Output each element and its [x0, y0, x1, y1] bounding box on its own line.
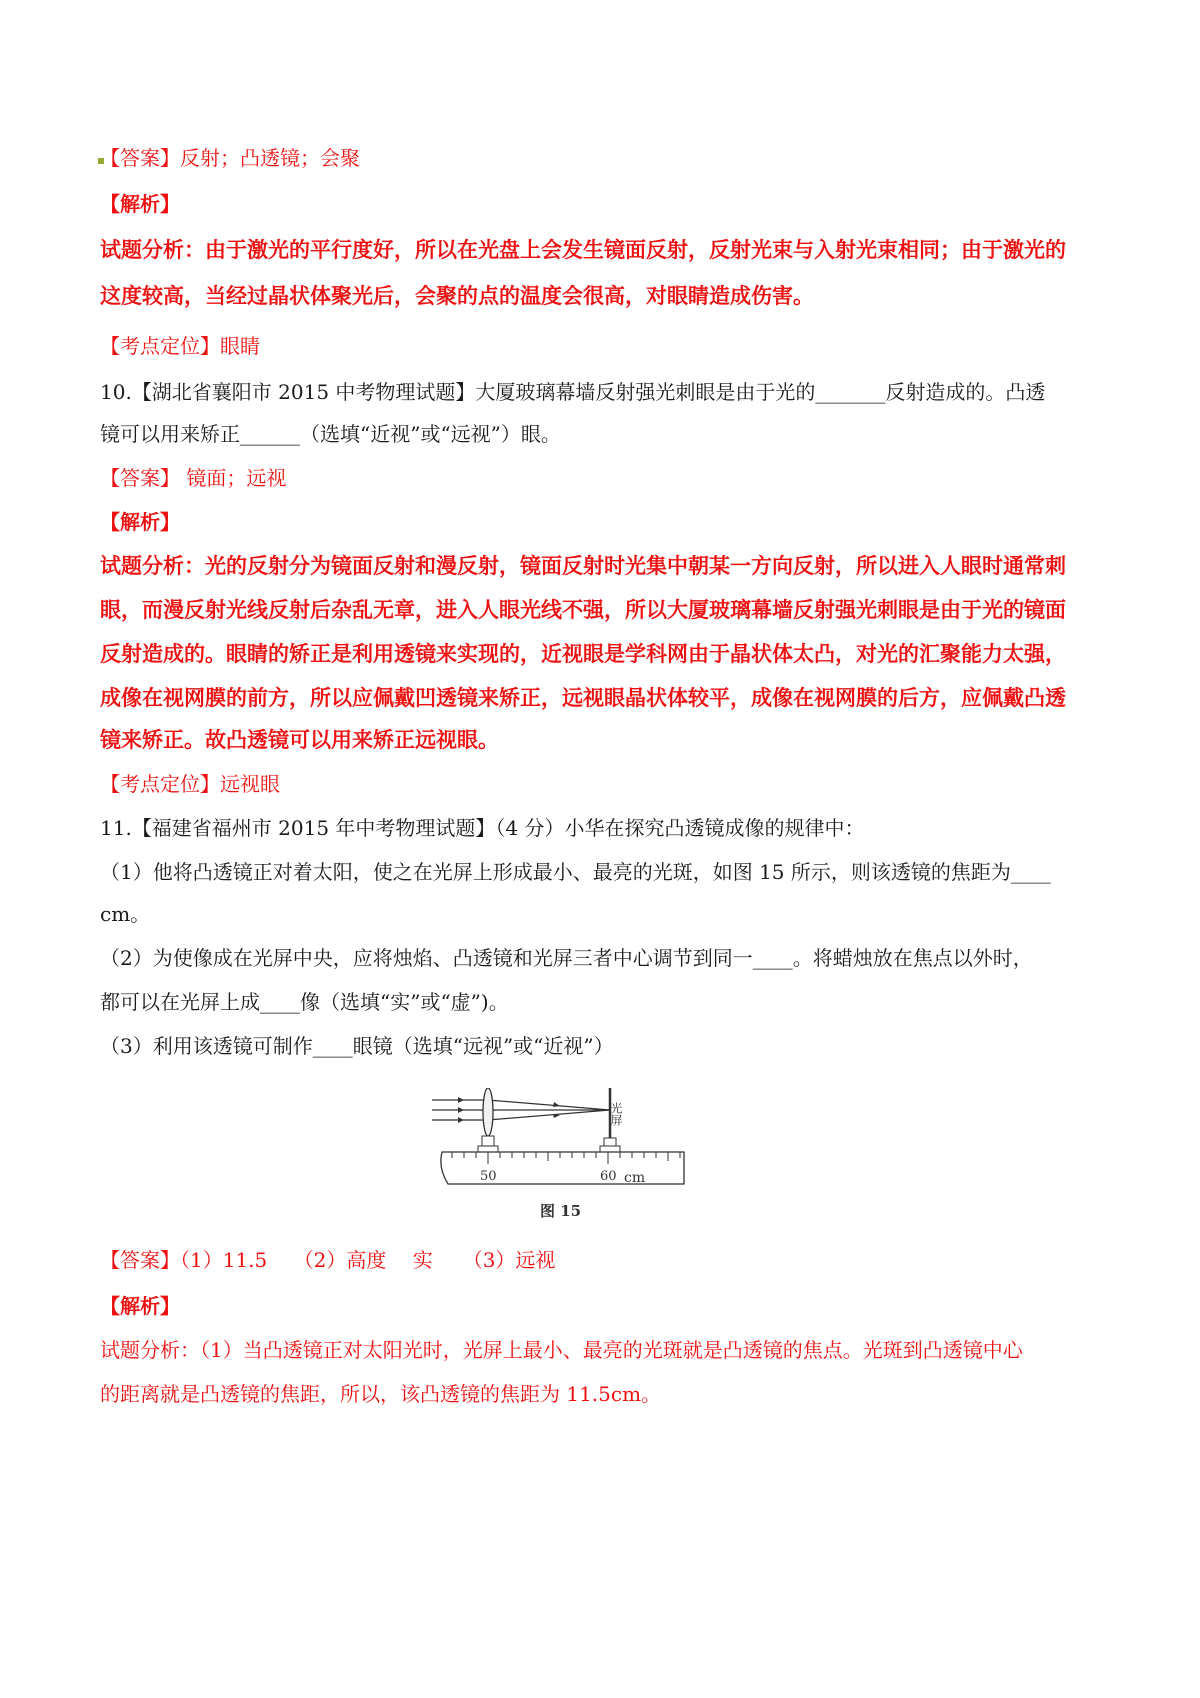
q10-answer — [100, 462, 1100, 491]
top-point-label: 【考点定位】 — [100, 334, 220, 358]
top-point-text: 眼睛 — [220, 334, 260, 358]
q11-answer-text: （1）11.5 （2）高度 实 （3）远视 — [180, 1248, 556, 1272]
q10-line2: 镜可以用来矫正______（选填“近视”或“远视”）眼。 — [100, 422, 561, 446]
q10-line1: 10.【湖北省襄阳市 2015 中考物理试题】大厦玻璃幕墙反射强光刺眼是由于光的_______反射造成的。凸透 — [100, 380, 1046, 404]
q11-analysis-label: 【解析】 — [100, 1294, 180, 1318]
q10-analysis-line: 眼，而漫反射光线反射后杂乱无章，进入人眼光线不强，所以大厦玻璃幕墙反射强光刺眼是由于光的镜面 — [100, 598, 1066, 622]
q10-analysis-line: 成像在视网膜的前方，所以应佩戴凹透镜来矫正，远视眼晶状体较平，成像在视网膜的后方，应佩戴凸透 — [100, 686, 1066, 710]
top-answer-text: 反射；凸透镜；会聚 — [180, 146, 360, 170]
q11-part2-a: （2）为使像成在光屏中央，应将烛焰、凸透镜和光屏三者中心调节到同一____。将蜡烛放在焦点以外时， — [100, 946, 1033, 970]
top-analysis-line2: 这度较高，当经过晶状体聚光后，会聚的点的温度会很高，对眼睛造成伤害。 — [100, 284, 814, 308]
lens-diagram — [428, 1088, 692, 1236]
q10-answer-label: 【答案】 — [100, 466, 180, 490]
top-answer-label: 【答案】 — [100, 146, 180, 170]
q11-part1-b: cm。 — [100, 902, 151, 926]
q11-answer-label: 【答案】 — [100, 1248, 180, 1272]
q10-analysis-line: 镜来矫正。故凸透镜可以用来矫正远视眼。 — [100, 728, 499, 752]
q11-analysis-line2: 的距离就是凸透镜的焦距，所以，该凸透镜的焦距为 11.5cm。 — [100, 1382, 662, 1406]
tick-label-50: 50 — [480, 1169, 497, 1184]
figure-15 — [428, 1088, 692, 1236]
q10-point — [100, 768, 1100, 797]
q11-part2-b: 都可以在光屏上成____像（选填“实”或“虚”)。 — [100, 990, 509, 1014]
q10-point-label: 【考点定位】 — [100, 772, 220, 796]
q11-answer — [100, 1244, 1100, 1273]
figure-caption: 图 15 — [540, 1202, 582, 1220]
tick-label-60: 60 — [600, 1169, 617, 1184]
screen-label: 光屏 — [609, 1102, 623, 1126]
q11-part1-a: （1）他将凸透镜正对着太阳，使之在光屏上形成最小、最亮的光斑，如图 15 所示，则该透镜的焦距为____ — [100, 860, 1051, 884]
q10-point-text: 远视眼 — [220, 772, 280, 796]
q10-answer-text: 镜面；远视 — [180, 466, 287, 490]
top-analysis-label: 【解析】 — [100, 192, 180, 216]
top-answer — [100, 142, 1100, 171]
q11-part3: （3）利用该透镜可制作____眼镜（选填“远视”或“近视”） — [100, 1034, 614, 1058]
top-point — [100, 330, 1100, 359]
unit-label: cm — [624, 1170, 646, 1186]
q10-analysis-line: 反射造成的。眼睛的矫正是利用透镜来实现的，近视眼是学科网由于晶状体太凸，对光的汇聚能力太强， — [100, 642, 1066, 666]
q11-line1: 11.【福建省福州市 2015 年中考物理试题】（4 分）小华在探究凸透镜成像的规律中： — [100, 816, 865, 840]
q10-analysis-label: 【解析】 — [100, 510, 180, 534]
top-analysis-line1: 试题分析：由于激光的平行度好，所以在光盘上会发生镜面反射，反射光束与入射光束相同；由于激光的 — [100, 238, 1066, 262]
q10-analysis-line: 试题分析：光的反射分为镜面反射和漫反射，镜面反射时光集中朝某一方向反射，所以进入人眼时通常刺 — [100, 554, 1066, 578]
q11-analysis-line1: 试题分析：（1）当凸透镜正对太阳光时，光屏上最小、最亮的光斑就是凸透镜的焦点。光斑到凸透镜中心 — [100, 1338, 1023, 1362]
